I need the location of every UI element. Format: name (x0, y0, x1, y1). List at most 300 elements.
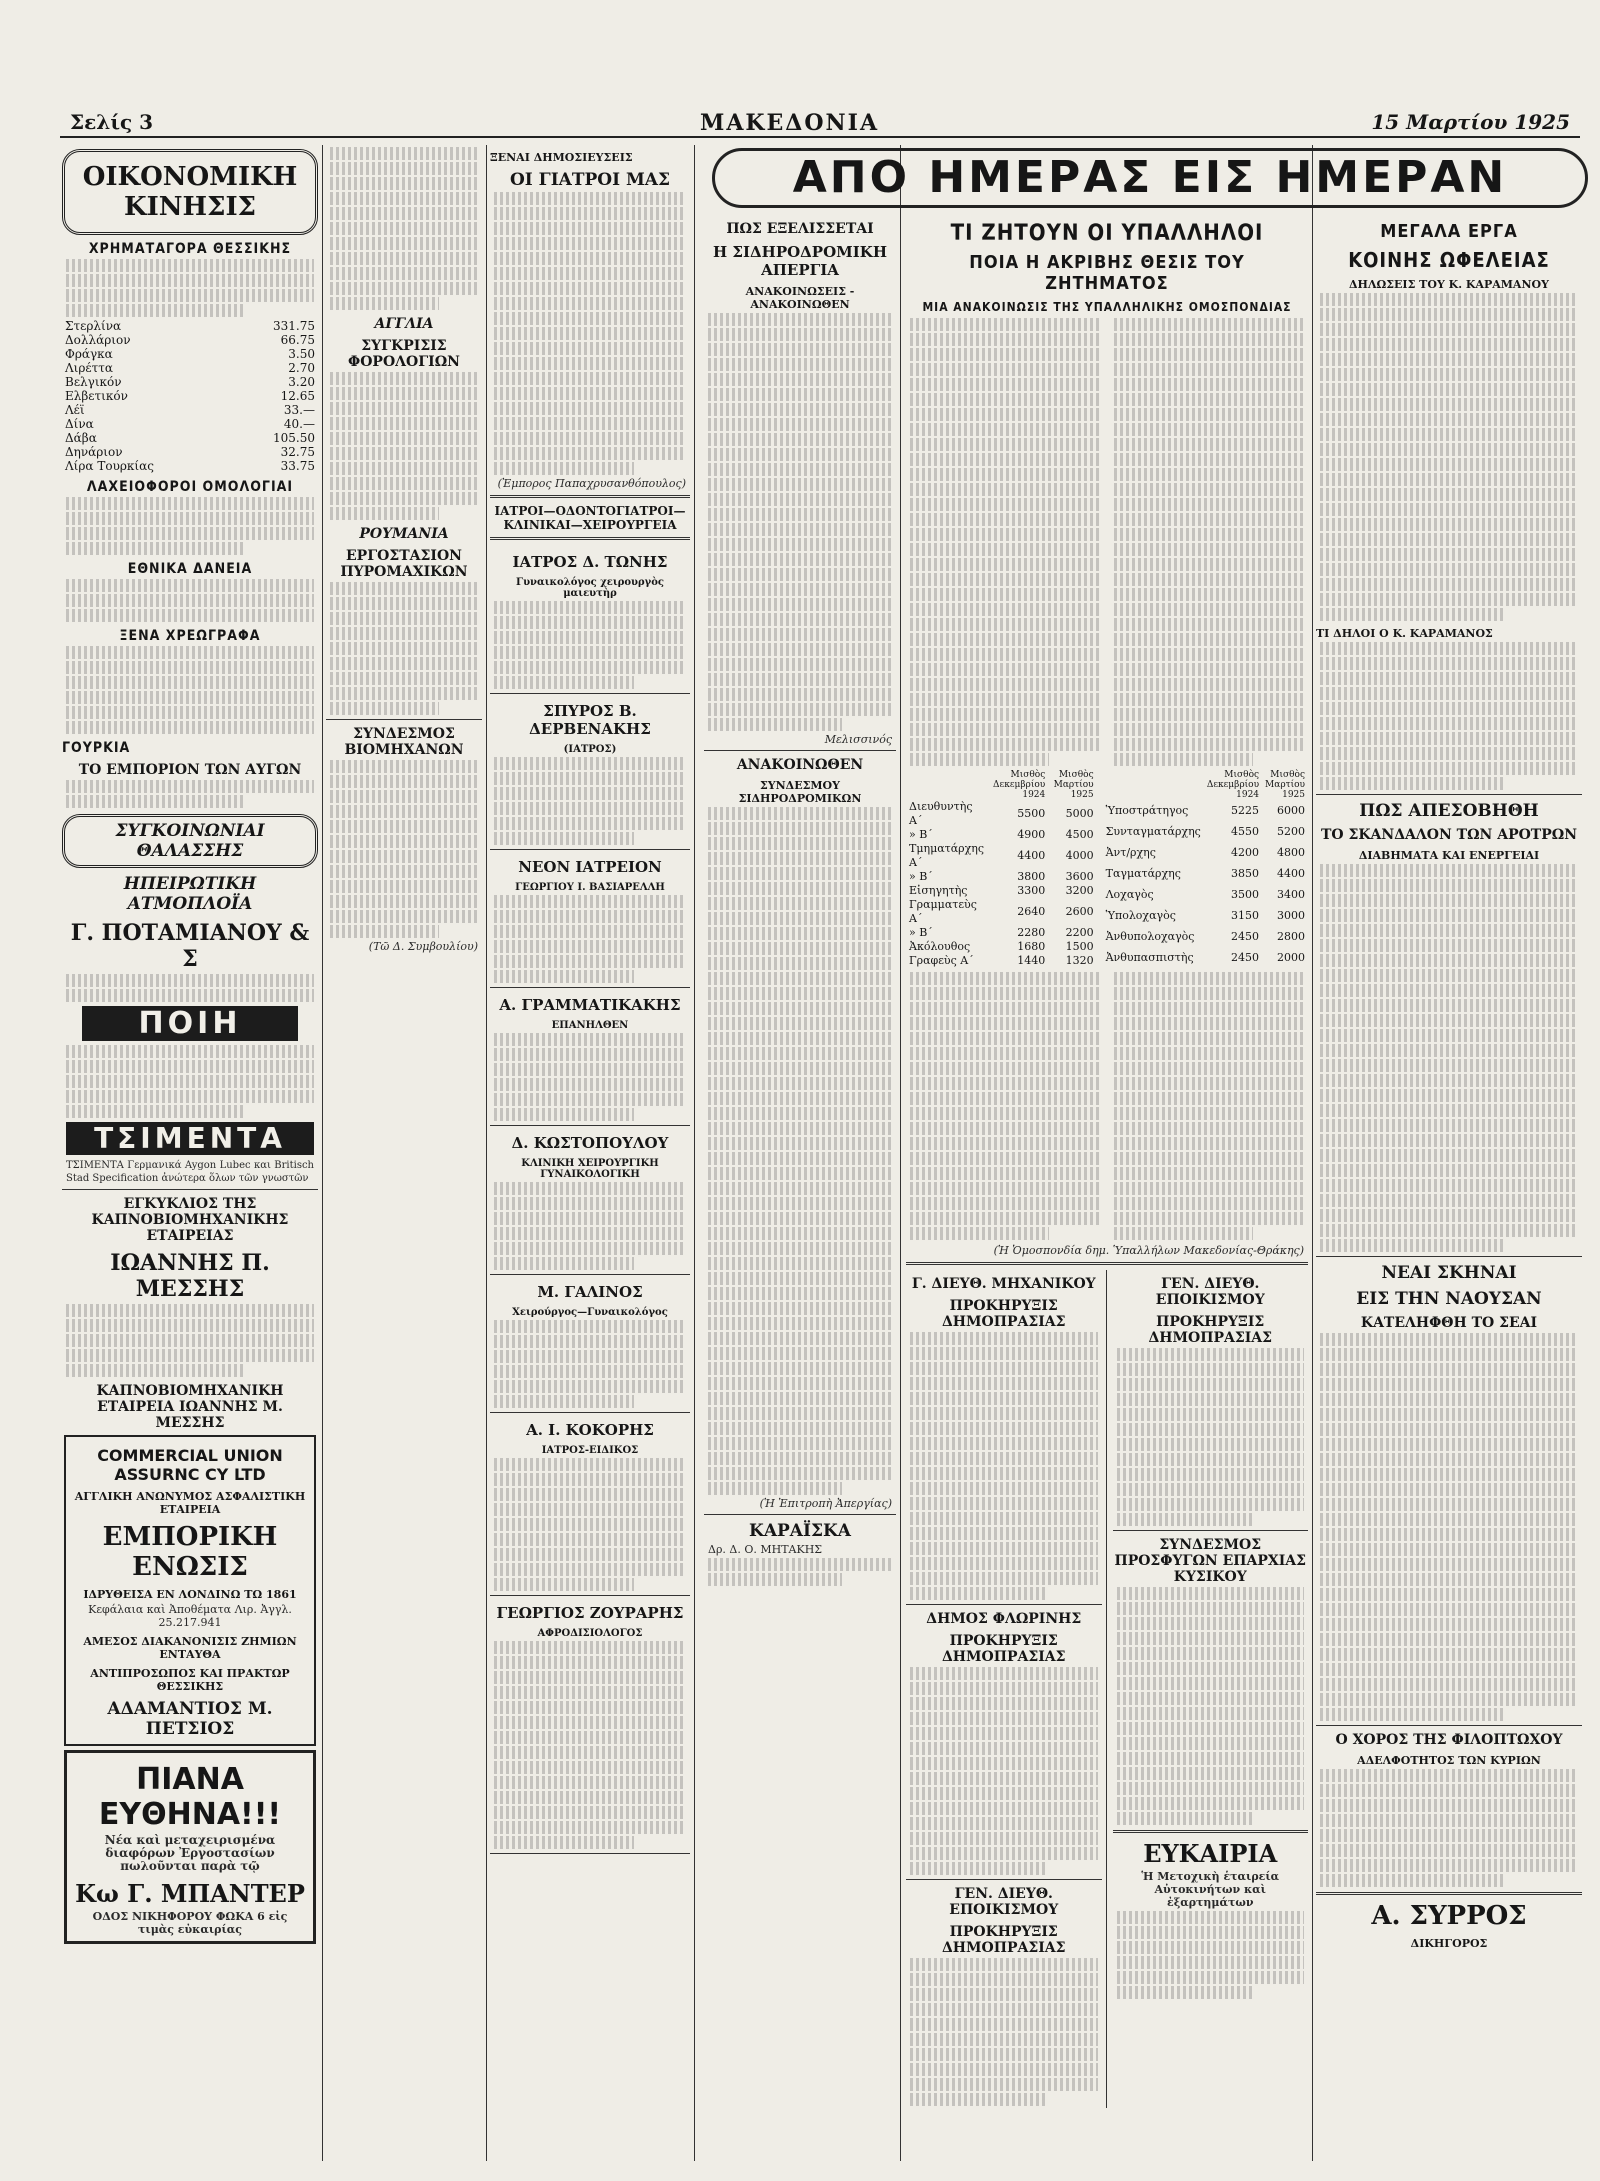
text-block (910, 1332, 1098, 1345)
text-block (1117, 1782, 1305, 1795)
text-block (910, 1152, 1100, 1165)
text-block (910, 1557, 1098, 1570)
cement-ad-text: ΤΣΙΜΕΝΤΑ Γερμανικά Aygon Lubec και Britisch Stad Specification ἀνώτερα ὅλων τῶν γνωστῶν (66, 1160, 314, 1184)
salary-value: 3850 (1231, 866, 1260, 880)
rate-currency: Λέϊ (65, 403, 85, 417)
text-block (708, 1167, 892, 1180)
text-block (66, 594, 314, 607)
doctor-name: ΝΕΟΝ ΙΑΤΡΕΙΟΝ (518, 858, 662, 876)
ploughs-body (1316, 864, 1582, 1252)
insurance-company-name: COMMERCIAL UNION ASSURNC CY LTD (97, 1446, 283, 1484)
text-block (66, 542, 245, 555)
text-block (66, 974, 314, 987)
text-block (708, 1287, 892, 1300)
issue-date: 15 Μαρτίου 1925 (1371, 110, 1570, 134)
text-block (494, 252, 686, 265)
text-block (494, 1182, 686, 1195)
text-block (494, 757, 686, 770)
column-rule (1312, 145, 1313, 2161)
salary-rank: Ἀντ/ρχης (1105, 845, 1156, 859)
rate-value: 105.50 (273, 431, 315, 445)
divider (490, 495, 690, 498)
text-block (330, 372, 478, 385)
text-block (1320, 1194, 1578, 1207)
text-block (910, 468, 1100, 481)
divider (906, 1262, 1308, 1265)
salary-rank: Διευθυντὴς Α΄ (909, 800, 973, 827)
text-block (1114, 1032, 1304, 1045)
text-block (1320, 1558, 1578, 1571)
text-block (494, 207, 686, 220)
salary-value: 4400 (1017, 849, 1046, 862)
salary-header-row (1103, 770, 1308, 800)
text-block (1114, 468, 1304, 481)
text-block (494, 222, 686, 235)
text-block (494, 787, 686, 800)
text-block (1320, 338, 1578, 351)
text-block (910, 618, 1100, 631)
text-block (910, 318, 1100, 331)
karamanos-heading: ΤΙ ΔΗΛΟΙ Ο Κ. ΚΑΡΑΜΑΝΟΣ (1316, 627, 1493, 640)
charity-ball-body (1316, 1769, 1582, 1887)
doctor-ad (490, 850, 690, 988)
industrialists-heading: ΣΥΝΔΕΣΜΟΣ ΒΙΟΜΗΧΑΝΩΝ (344, 726, 464, 758)
text-block (494, 832, 634, 845)
doctor-name: Δ. ΚΩΣΤΟΠΟΥΛΟΥ (511, 1134, 669, 1152)
text-block (66, 579, 314, 592)
rate-row (62, 389, 318, 403)
text-block (910, 1587, 1047, 1600)
text-block (1114, 1212, 1304, 1225)
messis-heading: ΙΩΑΝΝΗΣ Π. ΜΕΣΣΗΣ (110, 1250, 270, 1302)
lottery-bonds-heading: ΛΑΧΕΙΟΦΟΡΟΙ ΟΜΟΛΟΓΙΑΙ (86, 479, 294, 495)
text-block (910, 1742, 1098, 1755)
text-block (494, 447, 686, 460)
employees-article (906, 316, 1308, 768)
text-block (1114, 348, 1304, 361)
text-block (66, 274, 314, 287)
text-block (910, 1527, 1098, 1540)
karaiska-heading: ΚΑΡΑΪΣΚΑ (749, 1521, 851, 1541)
salary-rank: Ἀνθυπολοχαγὸς (1105, 929, 1195, 943)
strike-committee-sign: (Ἡ Ἐπιτροπὴ Ἀπεργίας) (759, 1497, 892, 1510)
text-block (910, 1227, 1049, 1240)
tax-comparison-heading: ΣΥΓΚΡΙΣΙΣ ΦΟΡΟΛΟΓΙΩΝ (348, 338, 460, 370)
salary-value: 3800 (1017, 870, 1046, 883)
salary-rank: Εἰσηγητὴς (909, 884, 968, 897)
text-block (1114, 1062, 1304, 1075)
text-block (1114, 1227, 1253, 1240)
divider (1316, 794, 1582, 795)
ploughs-heading: ΠΩΣ ΑΠΕΣΟΒΗΘΗ (1359, 801, 1539, 821)
column-economy-2 (326, 145, 482, 2161)
notices-right (1113, 1270, 1309, 2108)
text-block (1117, 1453, 1305, 1466)
text-block (708, 538, 892, 551)
text-block (910, 2093, 1047, 2106)
works-kicker: ΔΗΛΩΣΕΙΣ ΤΟΥ Κ. ΚΑΡΑΜΑΝΟΥ (1349, 278, 1549, 291)
text-block (708, 1197, 892, 1210)
text-block (1114, 453, 1304, 466)
text-block (494, 646, 686, 659)
salary-value: 2800 (1277, 929, 1305, 943)
text-block (494, 462, 634, 475)
salary-row (1103, 905, 1308, 926)
text-block (494, 1641, 686, 1654)
text-block (66, 1349, 314, 1362)
text-block (708, 1377, 892, 1390)
works-heading: ΜΕΓΑΛΑ ΕΡΓΑ (1380, 221, 1518, 242)
text-block (1320, 747, 1578, 760)
text-block (1320, 1483, 1578, 1496)
text-block (330, 462, 478, 475)
naousa-kicker: ΚΑΤΕΛΗΦΘΗ ΤΟ ΣΕΑΙ (1360, 1315, 1538, 1331)
insurance-ad (64, 1435, 316, 1746)
text-block (910, 1137, 1100, 1150)
text-block (494, 342, 686, 355)
text-block (1114, 1077, 1304, 1090)
text-block (330, 387, 478, 400)
text-block (910, 1757, 1098, 1770)
text-block (494, 327, 686, 340)
text-block (708, 912, 892, 925)
text-block (708, 583, 892, 596)
salary-header-cell: Μισθὸς Μαρτίου 1925 (1053, 770, 1094, 800)
text-block (66, 1304, 314, 1317)
strike-announcement-body (704, 807, 896, 1495)
rate-value: 66.75 (280, 333, 315, 347)
text-block (708, 388, 892, 401)
text-block (494, 616, 686, 629)
salary-value: 5000 (1065, 807, 1094, 820)
divider (1316, 1256, 1582, 1257)
text-block (1114, 438, 1304, 451)
salary-rank: Ἀκόλουθος (909, 940, 971, 953)
piano-ad (64, 1750, 316, 1944)
text-block (1117, 1737, 1305, 1750)
text-block (1114, 1047, 1304, 1060)
foreign-bonds-heading: ΞΕΝΑ ΧΡΕΩΓΡΑΦΑ (119, 628, 261, 644)
florina-heading: ΔΗΜΟΣ ΦΛΩΡΙΝΗΣ (926, 1611, 1082, 1627)
text-block (708, 523, 892, 536)
text-block (708, 418, 892, 431)
text-block (910, 333, 1100, 346)
text-block (910, 1062, 1100, 1075)
text-block (1320, 1829, 1578, 1842)
rate-row (62, 403, 318, 417)
divider (1316, 1725, 1582, 1726)
divider (906, 1604, 1102, 1605)
text-block (1114, 408, 1304, 421)
text-block (708, 1062, 892, 1075)
rate-currency: Δηνάριον (65, 445, 123, 459)
text-block (1320, 1678, 1578, 1691)
turkey-heading: ΓΟΥΡΚΙΑ (62, 740, 131, 756)
text-block (494, 1746, 686, 1759)
text-block (1114, 678, 1304, 691)
text-block (1114, 1107, 1304, 1120)
divider (490, 537, 690, 540)
insurance-brand: ΕΜΠΟΡΙΚΗ ΕΝΩΣΙΣ (102, 1522, 278, 1582)
tender-body-1 (906, 1332, 1102, 1600)
text-block (1117, 1647, 1305, 1660)
text-block (1114, 633, 1304, 646)
text-block (66, 512, 314, 525)
rate-value: 12.65 (280, 389, 315, 403)
salary-rank: Ἀνθυπασπιστὴς (1105, 950, 1194, 964)
text-block (1320, 1513, 1578, 1526)
piano-ad-heading: ΠΙΑΝΑ ΕΥΘΗΝΑ!!! (98, 1762, 282, 1832)
text-block (1117, 1602, 1305, 1615)
salary-row (906, 800, 1097, 828)
text-block (1114, 1137, 1304, 1150)
text-block (708, 1558, 892, 1571)
divider (62, 1189, 318, 1190)
text-block (494, 1533, 686, 1546)
salary-header-cell (1103, 770, 1204, 800)
text-block (494, 1488, 686, 1501)
cement-ad-heading: ΤΣΙΜΕΝΤΑ (66, 1122, 314, 1155)
text-block (494, 802, 686, 815)
text-block (1320, 1074, 1578, 1087)
text-block (708, 343, 892, 356)
text-block (1114, 1002, 1304, 1015)
text-block (66, 989, 314, 1002)
text-block (708, 493, 892, 506)
text-block (910, 1862, 1047, 1875)
divider (1316, 1892, 1582, 1895)
rate-currency: Βελγικόν (65, 375, 122, 389)
text-block (910, 1572, 1098, 1585)
doctor-desc: ΕΠΑΝΗΛΘΕΝ (551, 1020, 629, 1031)
text-block (494, 357, 686, 370)
text-block (1320, 368, 1578, 381)
text-block (494, 1048, 686, 1061)
text-block (1320, 1648, 1578, 1661)
text-block (910, 708, 1100, 721)
text-block (910, 1482, 1098, 1495)
text-block (708, 1077, 892, 1090)
text-block (708, 927, 892, 940)
text-block (494, 1518, 686, 1531)
text-block (708, 358, 892, 371)
text-block (1117, 1483, 1305, 1496)
text-block (708, 972, 892, 985)
text-block (494, 955, 686, 968)
refugees-heading: ΣΥΝΔΕΣΜΟΣ ΠΡΟΣΦΥΓΩΝ ΕΠΑΡΧΙΑΣ ΚΥΣΙΚΟΥ (1114, 1537, 1307, 1585)
rate-row (62, 417, 318, 431)
karamanos-body (1316, 642, 1582, 790)
salary-header-row (906, 770, 1097, 800)
text-block (494, 772, 686, 785)
text-block (494, 925, 686, 938)
text-block (494, 282, 686, 295)
text-block (1117, 1513, 1254, 1526)
text-block (494, 1821, 686, 1834)
text-block (708, 1422, 892, 1435)
text-block (910, 498, 1100, 511)
charity-ball-heading: Ο ΧΟΡΟΣ ΤΗΣ ΦΙΛΟΠΤΩΧΟΥ (1335, 1732, 1563, 1748)
text-block (1320, 1059, 1578, 1072)
text-block (66, 706, 314, 719)
refugees-body (1113, 1587, 1309, 1825)
text-block (66, 646, 314, 659)
salary-header-cell (906, 770, 988, 800)
text-block (708, 1032, 892, 1045)
salary-row (1103, 926, 1308, 947)
strike-heading: Η ΣΙΔΗΡΟΔΡΟΜΙΚΗ ΑΠΕΡΓΙΑ (713, 243, 887, 279)
text-block (910, 558, 1100, 571)
text-block (1320, 293, 1578, 306)
text-block (494, 1320, 686, 1333)
potamianos-heading: Γ. ΠΟΤΑΜΙΑΝΟΥ & Σ (70, 920, 310, 972)
text-block (708, 1212, 892, 1225)
text-block (1320, 762, 1578, 775)
salary-value: 6000 (1277, 803, 1305, 817)
doctor-name: Α. ΓΡΑΜΜΑΤΙΚΑΚΗΣ (499, 996, 681, 1014)
text-block (330, 657, 478, 670)
text-block (494, 1365, 686, 1378)
column-rule (486, 145, 487, 2161)
text-block (1320, 687, 1578, 700)
text-block (1320, 608, 1506, 621)
england-heading: ΑΓΓΛΙΑ (374, 316, 434, 332)
notices-left (906, 1270, 1107, 2108)
text-block (1320, 548, 1578, 561)
text-block (1320, 1769, 1578, 1782)
text-block (910, 2018, 1098, 2031)
text-block (494, 1701, 686, 1714)
text-block (1117, 1408, 1305, 1421)
text-block (708, 718, 842, 731)
tobacco-circular-heading: ΕΓΚΥΚΛΙΟΣ ΤΗΣ ΚΑΠΝΟΒΙΟΜΗΧΑΝΙΚΗΣ ΕΤΑΙΡΕΙΑΣ (91, 1196, 289, 1244)
text-block (910, 1452, 1098, 1465)
text-block (330, 805, 478, 818)
text-block (1114, 573, 1304, 586)
text-block (708, 807, 892, 820)
text-block (330, 492, 478, 505)
text-block (494, 1761, 686, 1774)
text-block (1320, 1708, 1506, 1721)
salary-rank: Ὑπολοχαγὸς (1105, 908, 1176, 922)
text-block (708, 433, 892, 446)
text-block (910, 543, 1100, 556)
insurance-founded: ΙΔΡΥΘΕΙΣΑ ΕΝ ΛΟΝΔΙΝΩ ΤΩ 1861 (83, 1588, 297, 1601)
text-block (1117, 1956, 1305, 1969)
employees-sign: (Ἡ Ὁμοσπονδία δημ. Ὑπαλλήλων Μακεδονίας-Θράκης) (993, 1244, 1304, 1257)
text-block (66, 1075, 314, 1088)
text-block (494, 402, 686, 415)
salary-header-cell: Μισθὸς Μαρτίου 1925 (1265, 770, 1306, 800)
salary-table-military (1103, 770, 1308, 968)
salary-header-cell: Μισθὸς Δεκεμβρίου 1924 (993, 770, 1046, 800)
rate-row (62, 375, 318, 389)
text-block (66, 1334, 314, 1347)
messis-sign: ΚΑΠΝΟΒΙΟΜΗΧΑΝΙΚΗ ΕΤΑΙΡΕΙΑ ΙΩΑΝΝΗΣ Μ. ΜΕΣΣΗΣ (96, 1383, 284, 1431)
text-block (494, 387, 686, 400)
text-block (708, 852, 892, 865)
text-block (494, 1806, 686, 1819)
text-block (910, 1787, 1098, 1800)
text-block (910, 1847, 1098, 1860)
text-block (1320, 518, 1578, 531)
text-block (1320, 777, 1506, 790)
doctor-ad (490, 1275, 690, 1413)
text-block (1114, 972, 1304, 985)
text-block (910, 1167, 1100, 1180)
text-block (910, 393, 1100, 406)
text-block (1114, 1017, 1304, 1030)
salary-rank: Συνταγματάρχης (1105, 824, 1201, 838)
rate-currency: Ελβετικόν (65, 389, 128, 403)
text-block (1320, 503, 1578, 516)
text-block (910, 1832, 1098, 1845)
opportunity-heading: ΕΥΚΑΙΡΙΑ (1143, 1839, 1278, 1868)
text-block (1117, 1692, 1305, 1705)
text-block (1114, 363, 1304, 376)
text-block (1114, 603, 1304, 616)
salary-row (906, 898, 1097, 926)
text-block (910, 2063, 1098, 2076)
text-block (1320, 717, 1578, 730)
text-block (910, 1772, 1098, 1785)
text-block (1114, 498, 1304, 511)
text-block (1320, 1438, 1578, 1451)
text-block (1114, 723, 1304, 736)
text-block (1320, 473, 1578, 486)
text-block (494, 237, 686, 250)
text-block (1320, 1693, 1578, 1706)
text-block (1320, 1378, 1578, 1391)
strike-sign: Μελισσινός (824, 733, 892, 746)
text-block (910, 753, 1049, 766)
rate-row (62, 319, 318, 333)
text-block (910, 378, 1100, 391)
text-block (708, 1332, 892, 1345)
text-block (910, 483, 1100, 496)
salary-row (906, 842, 1097, 870)
announcement-heading: ΑΝΑΚΟΙΝΩΘΕΝ (736, 757, 864, 773)
text-block (708, 1107, 892, 1120)
text-block (330, 895, 478, 908)
text-block (1320, 1224, 1578, 1237)
text-block (708, 1452, 892, 1465)
doctor-ad (490, 1413, 690, 1596)
text-block (1320, 1844, 1578, 1857)
text-block (910, 693, 1100, 706)
text-block (330, 417, 478, 430)
strike-kicker: ΠΩΣ ΕΞΕΛΙΣΣΕΤΑΙ (726, 221, 874, 237)
column-employees (906, 215, 1308, 2161)
text-block (66, 609, 314, 622)
tender-heading-1: ΠΡΟΚΗΡΥΞΙΣ ΔΗΜΟΠΡΑΣΙΑΣ (941, 1298, 1066, 1330)
money-market-heading: ΧΡΗΜΑΤΑΓΟΡΑ ΘΕΣΣΙΚΗΣ (88, 241, 292, 257)
text-block (330, 865, 478, 878)
text-block (494, 1791, 686, 1804)
text-block (494, 1731, 686, 1744)
salary-value: 1440 (1017, 954, 1046, 967)
text-block (1114, 543, 1304, 556)
text-block (1320, 413, 1578, 426)
salary-row (1103, 842, 1308, 863)
salary-value: 2000 (1277, 950, 1305, 964)
text-block (1320, 1134, 1578, 1147)
text-block (910, 738, 1100, 751)
text-block (494, 1242, 686, 1255)
text-block (1114, 378, 1304, 391)
text-block (1320, 969, 1578, 982)
column-works (1316, 215, 1582, 2161)
